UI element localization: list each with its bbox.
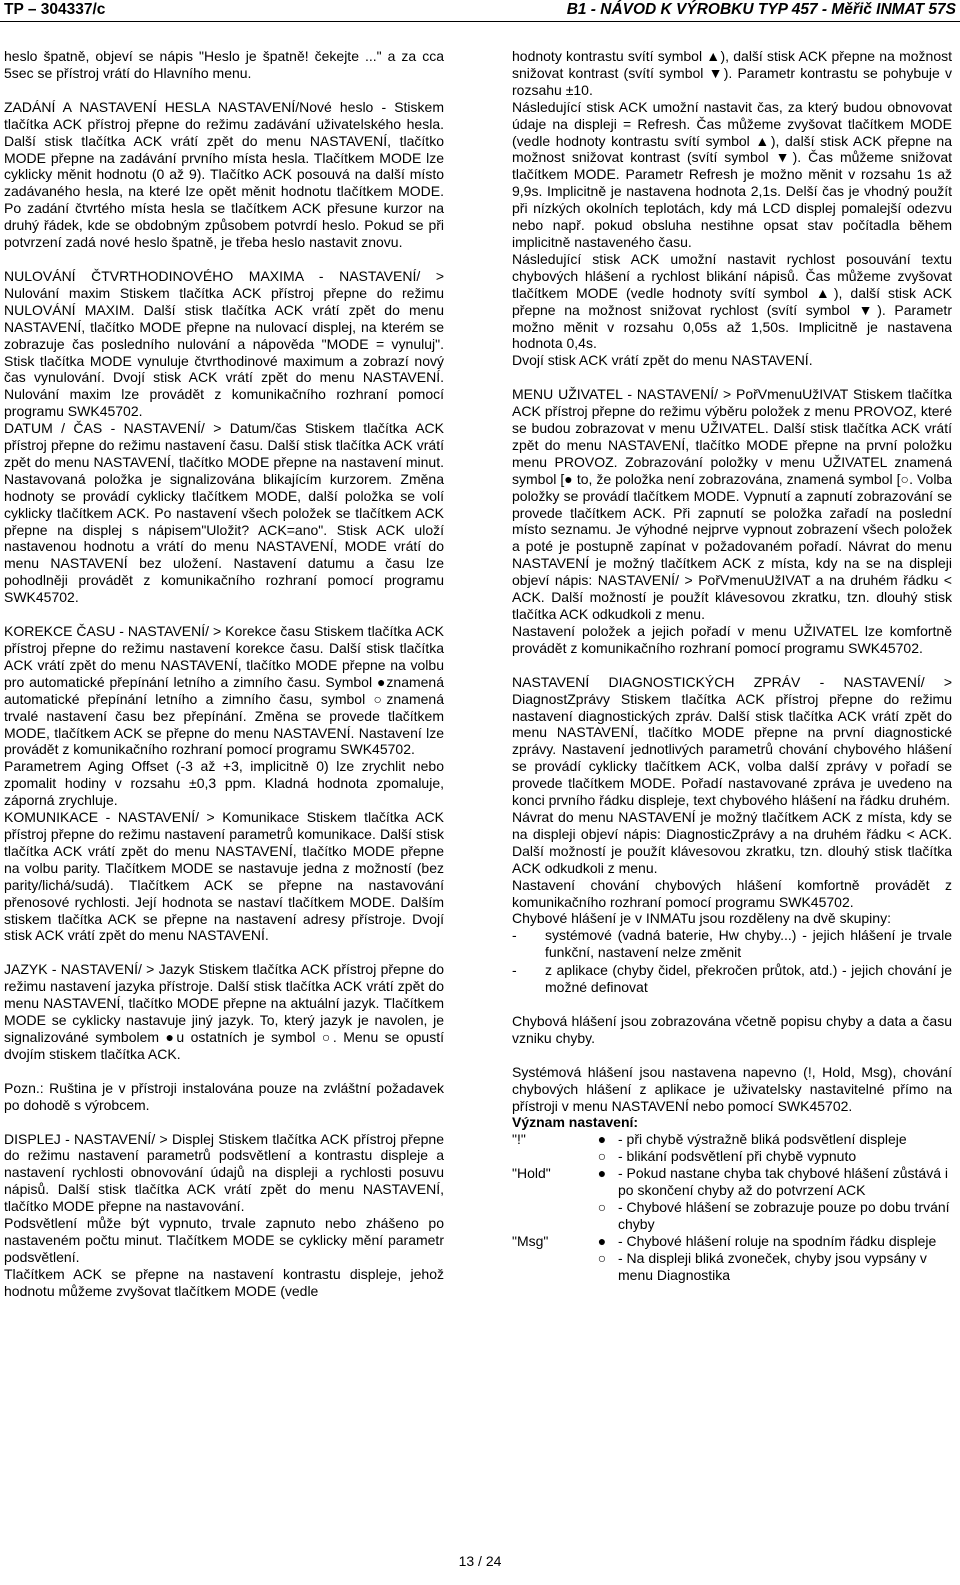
filled-circle-icon: ● xyxy=(597,1131,607,1148)
section-menu-uzivatel: MENU UŽIVATEL - NASTAVENÍ/ > PořVmenuUžIVAT Stiskem tlačítka ACK přístroj přepne do režimu výběru položek z menu PROVOZ, které se budou zobrazovat v menu UŽIVATEL. Další stisk tlačítka ACK vrátí zpět do menu NASTAVENÍ, tlačítko MODE přepne na první položku menu PROVOZ. Zobrazování položky v menu UŽIVATEL znamená symbol [● to, že položka není zobrazována, znamená symbol [○. Volba položky se provádí tlačítkem MODE. Vypnutí a zapnutí zobrazování se provede tlačítkem ACK. Při zapnutí se položka zařadí na poslední místo seznamu. Je výhodné nejprve vypnout zobrazení všech položek a poté je postupně zapínat v požadovaném pořadí. Návrat do menu NASTAVENÍ je možný tlačítkem ACK z místa, kdy na se na displeji objeví nápis: NASTAVENÍ/ > PořVmenuUžIVAT a na druhém řádku < ACK. Další možností je použít klávesovou zkratku, tzn. dlouhý stisk tlačítka ACK odkudkoli z menu. xyxy=(512,386,952,622)
system-messages-paragraph: Systémová hlášení jsou nastavena napevno (!, Hold, Msg), chování chybových hlášení z aplikace je uživatelsky nastavitelné přímo na přístroji v menu NASTAVENÍ nebo pomocí SWK45702. xyxy=(512,1063,952,1114)
meaning-row: "!" ● - při chybě výstražně bliká podsvětlení displeje xyxy=(512,1131,907,1148)
doc-title: B1 - NÁVOD K VÝROBKU TYP 457 - Měřič INMAT 57S xyxy=(566,1,956,18)
meaning-row: ○ - Na displeji bliká zvoneček, chyby jsou vypsány v menu Diagnostika xyxy=(512,1250,952,1284)
empty-circle-icon: ○ xyxy=(597,1199,607,1215)
scroll-speed-paragraph: Následující stisk ACK umožní nastavit rychlost posouvání textu chybových hlášení a rychlost blikání nápisů. Čas můžeme zvyšovat tlačítkem MODE (vedle hodnoty svítí symbol ▲), další stisk ACK přepne na možnost snižovat rychlost (svítí symbol ▼). Parametr možno měnit v rozsahu 0,05s až 1,50s. Implicitně je nastavena hodnota 0,4s. xyxy=(512,250,952,352)
contrast-paragraph: Tlačítkem ACK se přepne na nastavení kontrastu displeje, jehož hodnotu můžeme zvyšovat tlačítkem MODE (vedle xyxy=(4,1265,444,1299)
filled-circle-icon: ● xyxy=(597,1232,607,1249)
meaning-title: Význam nastavení: xyxy=(512,1114,639,1131)
section-nulovani: NULOVÁNÍ ČTVRTHODINOVÉHO MAXIMA - NASTAVENÍ/ > Nulování maxim Stiskem tlačítka ACK přístroj přepne do režimu NULOVÁNÍ MAXIM. Další stisk tlačítka ACK vrátí zpět do menu NASTAVENÍ, tlačítko MODE přepne na nulovací displej, na kterém se zobrazuje čas posledního nulování a nápověda "MODE = vynuluj". Stisk tlačítka MODE vynuluje čtvrthodinové maximum a zobrazí nový čas vynulování. Dvojí stisk ACK vrátí zpět do menu NASTAVENÍ. Nulování maxim lze provádět z komunikačního rozhraní pomocí programu SWK45702. xyxy=(4,267,444,420)
list-item: - z aplikace (chyby čidel, překročen průtok, atd.) - jejich chování je možné definovat xyxy=(512,962,952,996)
diag-return-paragraph: Návrat do menu NASTAVENÍ je možný tlačítkem ACK z místa, kdy se na displeji objeví nápis: DiagnosticZprávy a na druhém řádku < ACK. Další možností je použít klávesovou zkratku, tzn. dlouhý stisk tlačítka ACK odkudkoli z menu. xyxy=(512,808,952,876)
return-paragraph: Dvojí stisk ACK vrátí zpět do menu NASTAVENÍ. xyxy=(512,352,813,369)
section-datum-cas: DATUM / ČAS - NASTAVENÍ/ > Datum/čas Stiskem tlačítka ACK přístroj přepne do režimu nastavení času. Další stisk tlačítka ACK vrátí zpět do menu NASTAVENÍ, tlačítko MODE přepne na nastavení minut. Nastavovaná položka je signalizována blikajícím kurzorem. Změna hodnoty se provádí cyklicky tlačítkem MODE, další položka se volí cyklicky tlačítkem ACK. Po nastavení všech položek se tlačítkem ACK přepne na displej s nápisem"Uložit? ACK=ano". Stisk ACK uloží nastavenou hodnotu a vrátí do menu NASTAVENÍ, MODE vrátí do menu NASTAVENÍ bez uložení. Nastavení datumu a času lze pohodlněji provádět z komunikačního rozhraní pomocí programu SWK45702. xyxy=(4,420,444,606)
meaning-row: "Msg" ● - Chybové hlášení roluje na spodním řádku displeje xyxy=(512,1232,937,1249)
empty-circle-icon: ○ xyxy=(597,1148,607,1165)
diag-comfort-paragraph: Nastavení chování chybových hlášení komfortně provádět z komunikačního rozhraní pomocí programu SWK45702. xyxy=(512,876,952,910)
items-setting-paragraph: Nastavení položek a jejich pořadí v menu UŽIVATEL lze komfortně provádět z komunikačního rozhraní pomocí programu SWK45702. xyxy=(512,622,952,656)
left-column xyxy=(4,48,444,1300)
groups-list xyxy=(512,927,952,996)
section-diagnostic-messages: NASTAVENÍ DIAGNOSTICKÝCH ZPRÁV - NASTAVENÍ/ > DiagnostZprávy Stiskem tlačítka ACK přístroj přepne do režimu nastavení diagnostických zpráv. Další stisk tlačítka ACK vrátí zpět do menu NASTAVENÍ, tlačítko MODE přepne na první diagnostické zprávy. Nastavení jednotlivých parametrů chování chybového hlášení se provádí cyklicky tlačítkem ACK, volba další zprávy v pořadí se provede tlačítkem MODE. Pořadí nastavované zpráva je uvedeno na konci prvního řádku displeje, text chybového hlášení na řádku druhém. xyxy=(512,673,952,809)
section-zadani-hesla: ZADÁNÍ A NASTAVENÍ HESLA NASTAVENÍ/Nové heslo - Stiskem tlačítka ACK přístroj přepne do režimu zadávání uživatelského hesla. Další stisk tlačítka ACK vrátí zpět do menu NASTAVENÍ, tlačítko MODE přepne na zadávání prvního místa hesla. Tlačítkem MODE lze cyklicky měnit hodnotu (0 až 9). Tlačítko ACK posouvá na další místo zadávaného hesla, na které lze opět měnit hodnotu tlačítkem MODE. Po zadání čtvrtého místa hesla se tlačítkem ACK přesune kurzor na druhý řádek, kde se obdobným způsobem potvrdí heslo. Pokud se při potvrzení zadá nové heslo špatně, je třeba heslo nastavit znovu. xyxy=(4,98,444,251)
meaning-row: "Hold" ● - Pokud nastane chyba tak chybové hlášení zůstává i po skončení chyby až do potvrzení ACK xyxy=(512,1165,948,1199)
right-column xyxy=(512,48,952,1284)
meaning-row: ○ - blikání podsvětlení při chybě vypnuto xyxy=(512,1148,952,1165)
meaning-table xyxy=(512,1131,952,1283)
section-komunikace: KOMUNIKACE - NASTAVENÍ/ > Komunikace Stiskem tlačítka ACK přístroj přepne do režimu nastavení parametrů komunikace. Další stisk tlačítka ACK vrátí zpět do menu NASTAVENÍ, tlačítko MODE přepne na volbu parity. Tlačítkem MODE se nastavuje jedna z možností (bez parity/lichá/sudá). Tlačítkem ACK se přepne na nastavování přenosové rychlosti. Její hodnota se nastaví tlačítkem MODE. Dalším stiskem tlačítka ACK se přepne na nastavení adresy přístroje. Dvojí stisk ACK vrátí zpět do menu NASTAVENÍ. xyxy=(4,809,444,944)
header-rule xyxy=(0,21,960,22)
backlight-paragraph: Podsvětlení může být vypnuto, trvale zapnuto nebo zhášeno po nastaveném počtu minut. Tlačítkem MODE se cyklicky mění parametr podsvětlení. xyxy=(4,1215,444,1265)
empty-circle-icon: ○ xyxy=(597,1249,607,1266)
section-jazyk: JAZYK - NASTAVENÍ/ > Jazyk Stiskem tlačítka ACK přístroj přepne do režimu nastavení jazyka přístroje. Další stisk tlačítka ACK vrátí zpět do menu NASTAVENÍ, tlačítko MODE přepne na aktuální jazyk. Tlačítkem MODE se cyklicky nastavuje jiný jazyk. To, který jazyk je navolen, je signalizováné symbolem ●u ostatních je symbol ○. Menu se opustí dvojím stiskem tlačítka ACK. xyxy=(4,961,444,1062)
aging-offset-paragraph: Parametrem Aging Offset (-3 až +3, implicitně 0) lze zrychlit nebo zpomalit hodiny v rozsahu ±0,3 ppm. Kladná hodnota zpomaluje, záporná zrychluje. xyxy=(4,758,444,809)
groups-paragraph: Chybové hlášení je v INMATu jsou rozděleny na dvě skupiny: xyxy=(512,910,891,927)
note-paragraph: Pozn.: Ruština je v přístroji instalována pouze na zvláštní požadavek po dohodě s výrobcem. xyxy=(4,1079,444,1113)
section-displej: DISPLEJ - NASTAVENÍ/ > Displej Stiskem tlačítka ACK přístroj přepne do režimu nastavení parametrů podsvětlení a kontrastu displeje a nastavení rychlosti obnovování údajů na displeji a rychlosti posuvu nápisů. Další stisk tlačítka ACK vrátí zpět do menu NASTAVENÍ, tlačítko MODE přepne na nastavování. xyxy=(4,1130,444,1215)
intro-paragraph: heslo špatně, objeví se nápis "Heslo je špatně! čekejte ..." a za cca 5sec se přístroj vrátí do Hlavního menu. xyxy=(4,48,444,81)
list-item: - systémové (vadná baterie, Hw chyby...) - jejich hlášení je trvale funkční, nastavení nelze změnit xyxy=(512,927,952,961)
display-info-paragraph: Chybová hlášení jsou zobrazována včetně popisu chyby a data a času vzniku chyby. xyxy=(512,1012,952,1046)
refresh-paragraph: Následující stisk ACK umožní nastavit čas, za který budou obnovovat údaje na displeji = Refresh. Čas můžeme zvyšovat tlačítkem MODE (vedle hodnoty kontrastu svítí symbol ▲), další stisk ACK přepne na možnost snižovat kontrast (svítí symbol ▼). Čas můžeme snižovat tlačítkem MODE. Parametr Refresh je možno měnit v rozsahu 1s až 9,9s. Implicitně je nastavena hodnota 2,1s. Delší čas je vhodný použít při nízkých okolních teplotách, kdy má LCD displej pomalejší odezvu nebo např. pokud obsluha nestihne opsat stav počítadla během implicitně nastaveného času. xyxy=(512,98,952,250)
section-korekce-casu: KOREKCE ČASU - NASTAVENÍ/ > Korekce času Stiskem tlačítka ACK přístroj přepne do režimu nastavení korekce času. Další stisk tlačítka ACK vrátí zpět do menu NASTAVENÍ, tlačítko MODE přepne na volbu pro automatické přepínání letního a zimního času. Symbol ●znamená automatické přepínání letního a zimního času, symbol ○znamená trvalé nastavení času bez přepínání. Změna se provede tlačítkem MODE, tlačítkem ACK se přepne do menu NASTAVENÍ. Nastavení lze provádět z komunikačního rozhraní pomocí programu SWK45702. xyxy=(4,623,444,758)
page-header xyxy=(0,0,960,24)
filled-circle-icon: ● xyxy=(597,1165,607,1182)
doc-code: TP – 304337/c xyxy=(4,1,106,18)
meaning-row: ○ - Chybové hlášení se zobrazuje pouze po dobu trvání chyby xyxy=(512,1199,952,1233)
contrast-continued: hodnoty kontrastu svítí symbol ▲), další stisk ACK přepne na možnost snižovat kontrast (svítí symbol ▼). Parametr kontrastu se pohybuje v rozsahu ±10. xyxy=(512,48,952,98)
page-number: 13 / 24 xyxy=(458,1553,502,1569)
